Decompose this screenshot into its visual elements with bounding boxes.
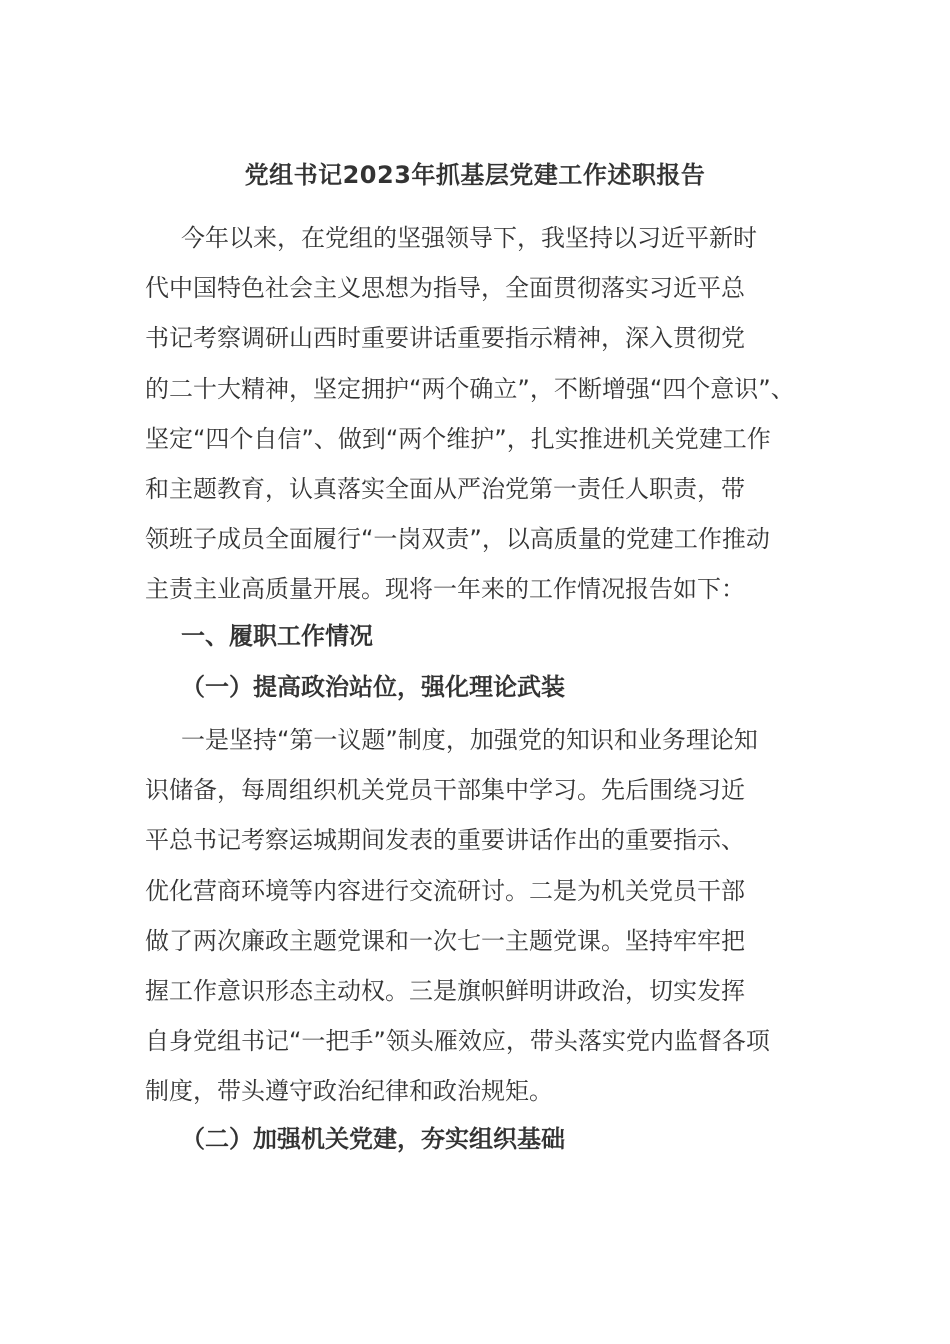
intro-paragraph: [145, 213, 815, 615]
body-line: 识储备，每周组织机关党员干部集中学习。先后围绕习近: [145, 776, 745, 805]
intro-line: 坚定“四个自信”、做到“两个维护”，扎实推进机关党建工作: [145, 424, 771, 453]
subsection-heading: （一）提高政治站位，强化理论武装: [181, 673, 565, 701]
body-line: 平总书记考察运城期间发表的重要讲话作出的重要指示、: [145, 826, 745, 855]
body-line: 做了两次廉政主题党课和一次七一主题党课。坚持牢牢把: [145, 926, 745, 955]
subsection-heading: （二）加强机关党建，夯实组织基础: [181, 1125, 565, 1153]
body-line: 制度，带头遵守政治纪律和政治规矩。: [145, 1077, 553, 1106]
section-heading: 一、履职工作情况: [181, 622, 373, 650]
intro-line: 和主题教育，认真落实全面从严治党第一责任人职责，带: [145, 474, 745, 503]
intro-line: 领班子成员全面履行“一岗双责”，以高质量的党建工作推动: [145, 525, 770, 554]
subsection-paragraph: [145, 715, 815, 1117]
intro-line: 主责主业高质量开展。现将一年来的工作情况报告如下：: [145, 575, 745, 604]
intro-line: 的二十大精神，坚定拥护“两个确立”，不断增强“四个意识”、: [145, 374, 795, 403]
body-line: 自身党组书记“一把手”领头雁效应，带头落实党内监督各项: [145, 1027, 770, 1056]
intro-line: 代中国特色社会主义思想为指导，全面贯彻落实习近平总: [145, 274, 745, 303]
body-line: 优化营商环境等内容进行交流研讨。二是为机关党员干部: [145, 876, 745, 905]
document-title: 党组书记2023年抓基层党建工作述职报告: [244, 161, 706, 189]
intro-line: 书记考察调研山西时重要讲话重要指示精神，深入贯彻党: [145, 324, 745, 353]
body-line: 握工作意识形态主动权。三是旗帜鲜明讲政治，切实发挥: [145, 976, 745, 1005]
intro-line: 今年以来，在党组的坚强领导下，我坚持以习近平新时: [181, 224, 757, 252]
body-line: 一是坚持“第一议题”制度，加强党的知识和业务理论知: [181, 726, 758, 754]
